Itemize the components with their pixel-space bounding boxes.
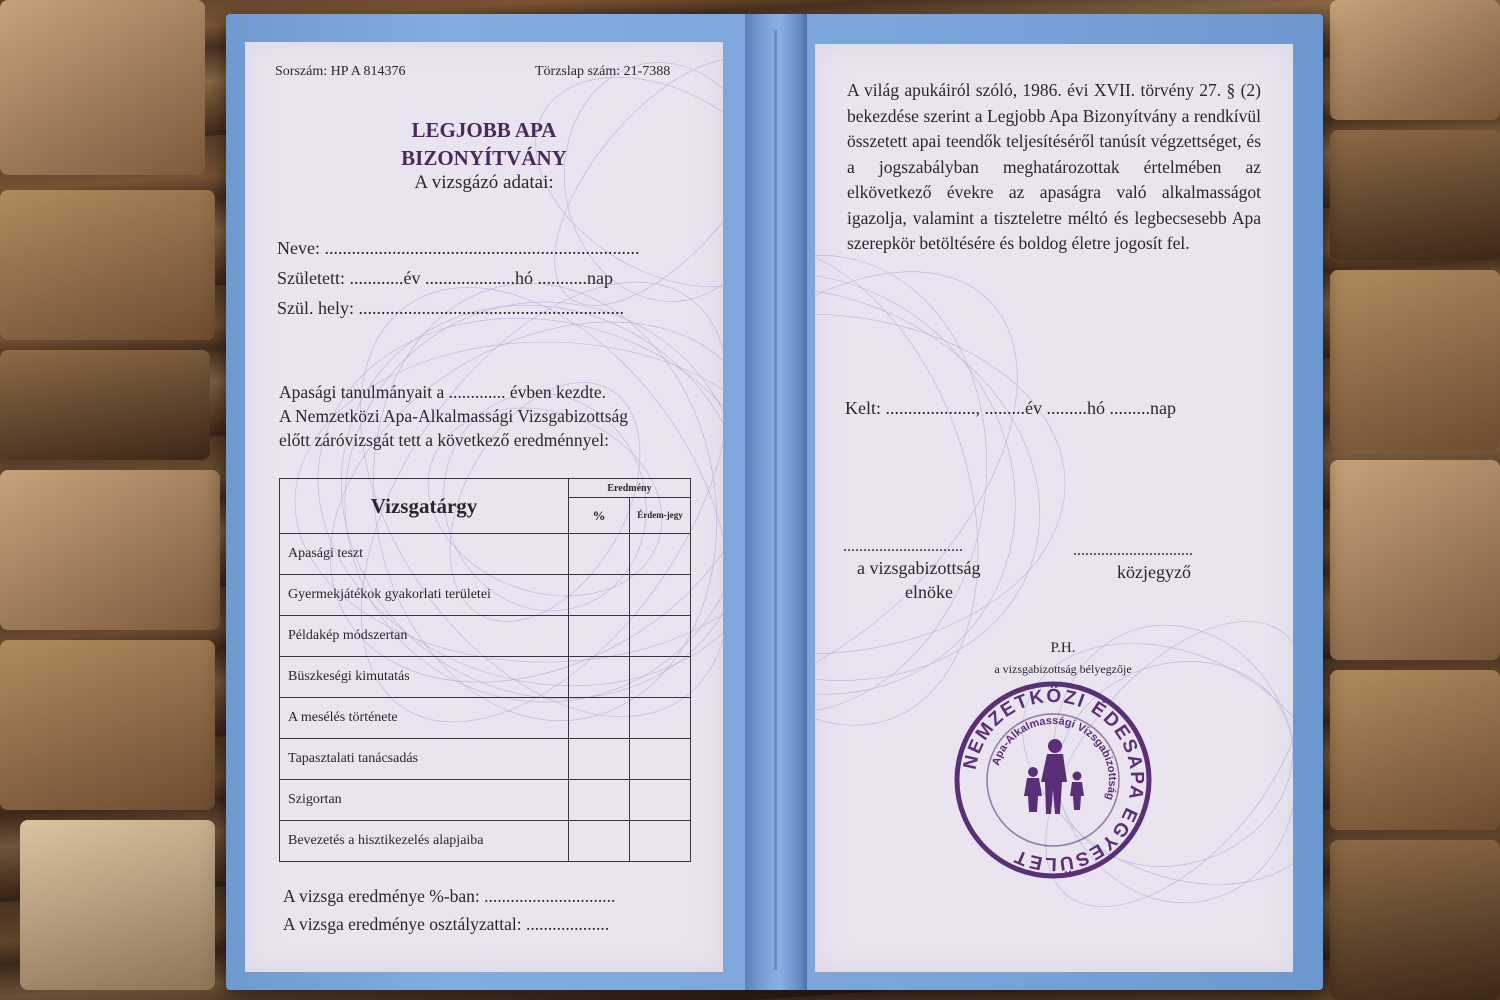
spine-fold <box>774 30 777 970</box>
grade-cell <box>630 698 691 739</box>
stone <box>1330 840 1500 1000</box>
percent-cell <box>569 780 630 821</box>
date-field: Kelt: ...................., .........év .........hó .........nap <box>845 398 1176 418</box>
grade-cell <box>630 575 691 616</box>
grade-cell <box>630 657 691 698</box>
stone <box>1330 670 1500 830</box>
stone <box>1330 270 1500 450</box>
subject-cell: Szigortan <box>280 780 569 821</box>
right-page <box>815 44 1293 972</box>
certificate-title-line1: LEGJOBB APA <box>411 118 557 142</box>
birth-date-field: Született: ............év ....................hó ...........nap <box>277 268 613 288</box>
legal-paragraph: A világ apukáiról szóló, 1986. évi XVII. törvény 27. § (2) bekezdése szerint a Legjobb Apa Bizonyítvány a rendkívül összetett apai teendők teljesítéséről tanúsít végzettséget, és a jogszabályban meghatározottak értelmében az elkövetkező évekre az apaságra való alkalmasságot igazolja, valamint a tiszteletre méltó és legbecsesebb Apa szerepkör betöltésére és boldog életre jogosít fel. <box>847 80 1261 253</box>
stone <box>1330 460 1500 660</box>
table-row <box>280 575 691 616</box>
stamp-caption: a vizsgabizottság bélyegzője <box>994 662 1132 676</box>
grade-cell <box>630 616 691 657</box>
stone <box>0 0 205 175</box>
studies-line-2: A Nemzetközi Apa-Alkalmassági Vizsgabizottság <box>279 406 629 426</box>
result-grade-field: A vizsga eredménye osztályzattal: ................... <box>283 914 610 934</box>
table-row <box>280 616 691 657</box>
grades-header-row <box>280 479 691 498</box>
percent-cell <box>569 575 630 616</box>
subject-cell: Tapasztalati tanácsadás <box>280 739 569 780</box>
table-row <box>280 780 691 821</box>
stone <box>1330 130 1500 260</box>
subject-cell: A mesélés története <box>280 698 569 739</box>
chair-label-line1: a vizsgabizottság <box>857 558 981 578</box>
table-row <box>280 657 691 698</box>
subject-cell: Példakép módszertan <box>280 616 569 657</box>
table-row <box>280 821 691 862</box>
stone <box>1330 0 1500 120</box>
subject-header: Vizsgatárgy <box>280 479 569 534</box>
table-row <box>280 739 691 780</box>
serial-number: Sorszám: HP A 814376 <box>275 64 406 79</box>
grade-cell <box>630 534 691 575</box>
family-silhouette-icon <box>1024 739 1084 814</box>
subject-cell: Gyermekjátékok gyakorlati területei <box>280 575 569 616</box>
notary-signature-line: .............................. <box>1073 542 1193 559</box>
birthplace-field: Szül. hely: ........................................................... <box>277 298 624 318</box>
subject-cell: Bevezetés a hisztikezelés alapjaiba <box>280 821 569 862</box>
studies-line-1: Apasági tanulmányait a ............. évben kezdte. <box>279 382 607 402</box>
grade-header: Érdem-jegy <box>630 498 691 534</box>
stamp-inner-text: Apa-Alkalmassági Vizsgabizottság <box>990 714 1119 802</box>
chair-signature-line: .............................. <box>843 538 963 555</box>
grades-table <box>279 478 691 862</box>
studies-line-3: előtt záróvizsgát tett a következő eredménnyel: <box>279 430 609 450</box>
percent-cell <box>569 534 630 575</box>
grade-cell <box>630 739 691 780</box>
candidate-data-heading: A vizsgázó adatai: <box>414 172 554 193</box>
percent-cell <box>569 821 630 862</box>
stamp-outer-text: NEMZETKÖZI ÉDESAPA EGYESÜLET <box>959 685 1148 875</box>
stone <box>0 350 210 460</box>
result-header: Eredmény <box>569 479 691 498</box>
table-row <box>280 698 691 739</box>
stone <box>0 190 215 340</box>
ph-label: P.H. <box>1050 640 1076 656</box>
table-row <box>280 534 691 575</box>
left-page <box>245 42 723 972</box>
register-number: Törzslap szám: 21-7388 <box>535 64 671 79</box>
stone <box>0 470 220 630</box>
subject-cell: Apasági teszt <box>280 534 569 575</box>
subject-cell: Büszkeségi kimutatás <box>280 657 569 698</box>
percent-header: % <box>569 498 630 534</box>
notary-label: közjegyző <box>1117 562 1191 582</box>
chair-label-line2: elnöke <box>905 582 953 602</box>
name-field: Neve: ...................................................................... <box>277 238 640 258</box>
percent-cell <box>569 739 630 780</box>
stone <box>0 640 215 810</box>
grade-cell <box>630 821 691 862</box>
certificate-title-line2: BIZONYÍTVÁNY <box>401 146 567 170</box>
stone <box>20 820 215 990</box>
percent-cell <box>569 616 630 657</box>
association-stamp <box>953 680 1153 880</box>
percent-cell <box>569 657 630 698</box>
grade-cell <box>630 780 691 821</box>
percent-cell <box>569 698 630 739</box>
result-percent-field: A vizsga eredménye %-ban: .............................. <box>283 886 616 906</box>
